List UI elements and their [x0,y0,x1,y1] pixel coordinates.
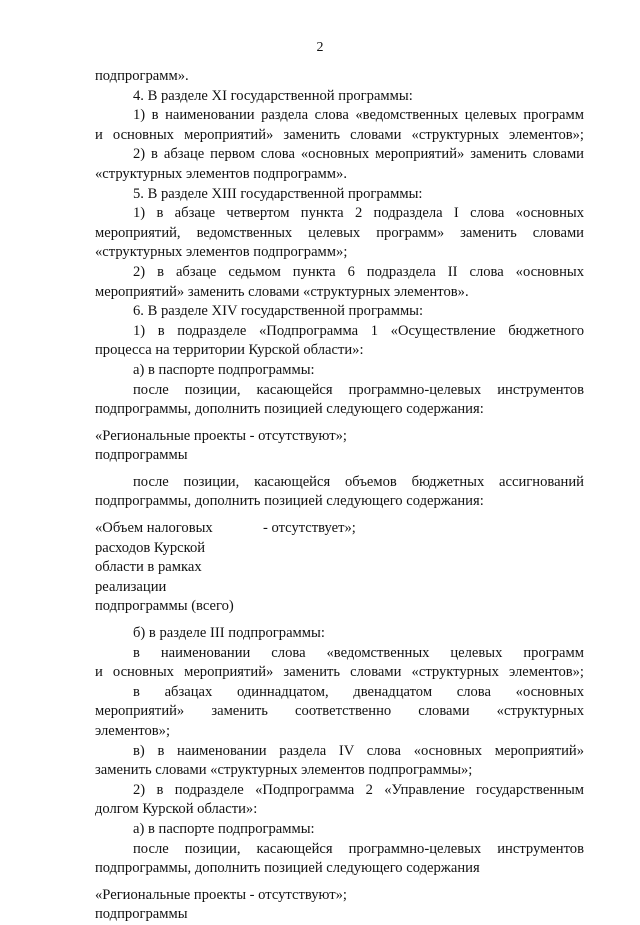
text-line: после позиции, касающейся объемов бюджетных ассигнований [133,473,584,490]
text-line: 2) в абзаце первом слова «основных мероприятий» заменить словами [133,146,584,163]
text-line: 1) в подразделе «Подпрограмма 1 «Осуществление бюджетного [133,322,584,339]
text-line: а) в паспорте подпрограммы: [133,820,315,837]
text-line: 2) в подразделе «Подпрограмма 2 «Управление государственным [133,781,584,798]
text-line: в абзацах одиннадцатом, двенадцатом слова «основных [133,683,584,700]
document-body [95,67,584,925]
position-label-line: подпрограммы (всего) [95,598,234,615]
page-number: 2 [316,40,324,55]
text-line: «структурных элементов подпрограмм». [95,165,347,182]
text-line: подпрограмм». [95,68,189,84]
text-line: долгом Курской области»: [95,801,258,818]
text-line: и основных мероприятий» заменить словами «структурных элементов»; [95,126,584,143]
text-line: после позиции, касающейся программно-целевых инструментов [133,381,584,398]
text-line: процесса на территории Курской области»: [95,342,364,359]
position-label-line: реализации [95,578,167,595]
text-line: подпрограммы [95,906,188,923]
text-line: в) в наименовании раздела IV слова «основных мероприятий» [133,742,584,759]
quoted-position: «Региональные проекты - отсутствуют»; [95,886,347,903]
position-label-line: расходов Курской [95,539,206,556]
text-line: «структурных элементов подпрограмм»; [95,244,348,261]
text-line: мероприятий» заменить соответственно словами «структурных [95,703,584,720]
quoted-position: «Региональные проекты - отсутствуют»; [95,427,347,444]
position-label-line: области в рамках [95,559,202,576]
position-value: - отсутствует»; [263,520,356,537]
text-line: подпрограммы [95,447,188,464]
text-line: мероприятий, ведомственных целевых программ» заменить словами [95,224,584,241]
section-4-heading: 4. В разделе XI государственной программы: [133,87,413,104]
text-line: и основных мероприятий» заменить словами «структурных элементов»; [95,664,584,681]
text-line: а) в паспорте подпрограммы: [133,361,315,378]
text-line: 1) в абзаце четвертом пункта 2 подраздела I слова «основных [133,205,584,222]
position-label-line: «Объем налоговых [95,520,213,537]
text-line: в наименовании слова «ведомственных целевых программ [133,644,584,661]
text-line: подпрограммы, дополнить позицией следующего содержания [95,860,480,877]
text-line: подпрограммы, дополнить позицией следующего содержания: [95,493,484,510]
text-line: после позиции, касающейся программно-целевых инструментов [133,840,584,857]
text-line: 2) в абзаце седьмом пункта 6 подраздела II слова «основных [133,263,584,280]
text-line: заменить словами «структурных элементов подпрограммы»; [95,762,473,779]
text-line: 1) в наименовании раздела слова «ведомственных целевых программ [133,107,584,124]
text-line: подпрограммы, дополнить позицией следующего содержания: [95,401,484,418]
section-5-heading: 5. В разделе XIII государственной программы: [133,185,423,202]
text-line: элементов»; [95,723,171,739]
section-6-heading: 6. В разделе XIV государственной программы: [133,303,424,320]
text-line: мероприятий» заменить словами «структурных элементов». [95,283,469,300]
tax-expense-position [95,519,584,617]
text-line: б) в разделе III подпрограммы: [133,625,325,642]
